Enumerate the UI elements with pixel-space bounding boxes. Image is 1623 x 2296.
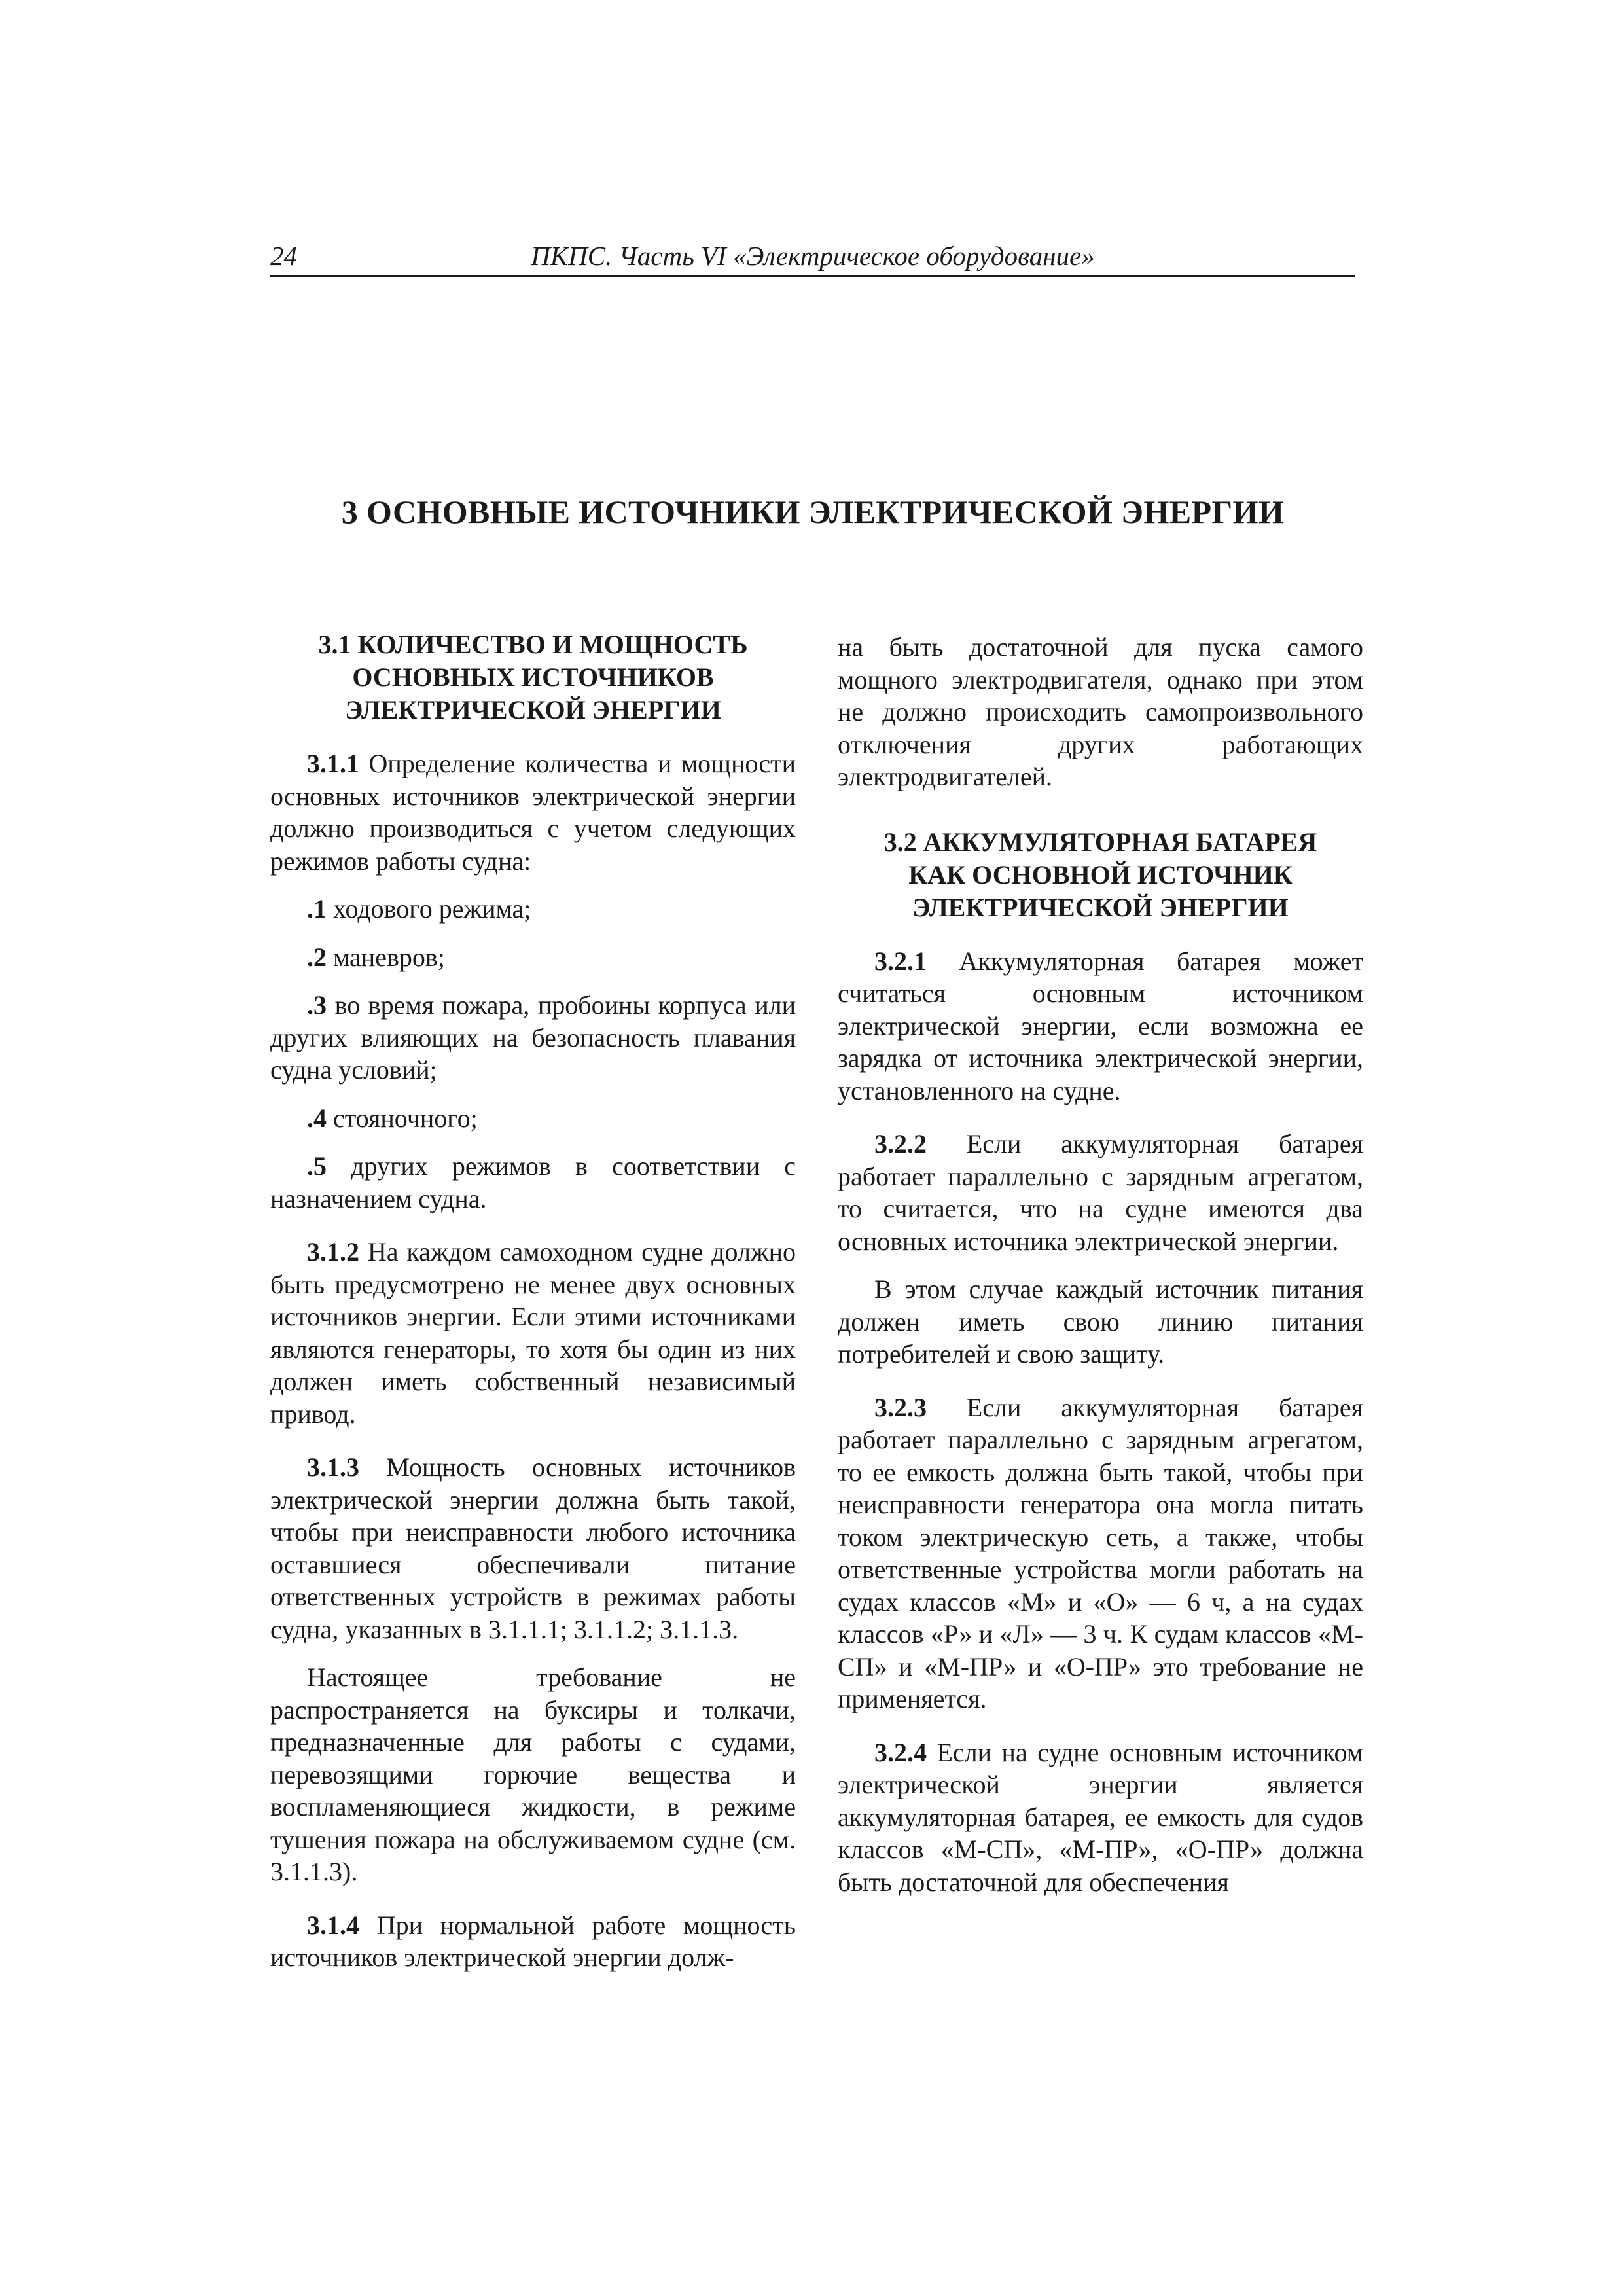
paragraph-3-1-3 — [270, 1451, 796, 1645]
paragraph-3-1-4 — [270, 1909, 796, 1974]
clause-text: На каждом самоходном судне должно быть предусмотрено не менее двух основных источников энергии. Если этими источниками являются генераторы, то хотя бы один из них должен иметь собственный независимый привод. — [270, 1237, 796, 1429]
clause-number: 3.1.1 — [307, 749, 359, 778]
clause-text: Если аккумуляторная батарея работает параллельно с зарядным агрегатом, то ее емкость должна быть такой, чтобы при неисправности генератора она могла питать током электрическую сеть, а также, чтобы ответственные устройства могли работать на судах классов «М» и «О» — 6 ч, а на судах классов «Р» и «Л» — 3 ч. К судам классов «М-СП» и «М-ПР» и «О-ПР» это требование не применяется. — [838, 1392, 1363, 1713]
clause-text: Если на судне основным источником электрической энергии является аккумуляторная батарея, ее емкость для судов классов «М-СП», «М-ПР», «О-ПР» должна быть достаточной для обеспечения — [838, 1737, 1363, 1897]
left-column — [270, 628, 796, 1974]
list-item — [270, 1150, 796, 1215]
clause-number: 3.2.2 — [874, 1129, 927, 1158]
paragraph-3-2-4 — [838, 1736, 1363, 1899]
running-title: ПКПС. Часть VI «Электрическое оборудование» — [531, 241, 1095, 271]
item-number: .2 — [307, 942, 327, 972]
paragraph-3-2-3 — [838, 1391, 1363, 1715]
clause-number: 3.2.1 — [874, 946, 927, 976]
list-item — [270, 893, 796, 925]
section-heading-line: КАК ОСНОВНОЙ ИСТОЧНИК — [908, 859, 1293, 889]
running-header — [270, 237, 1355, 277]
chapter-title: 3 ОСНОВНЫЕ ИСТОЧНИКИ ЭЛЕКТРИЧЕСКОЙ ЭНЕРГИИ — [341, 493, 1285, 530]
section-heading-line: 3.1 КОЛИЧЕСТВО И МОЩНОСТЬ — [318, 630, 748, 659]
clause-text: Определение количества и мощности основных источников электрической энергии должно производиться с учетом следующих режимов работы судна: — [270, 749, 796, 876]
list-item — [270, 941, 796, 974]
right-column — [838, 631, 1363, 1898]
paragraph-3-1-1 — [270, 747, 796, 877]
item-text: ходового режима; — [327, 894, 531, 924]
clause-number: 3.2.3 — [874, 1392, 927, 1422]
clause-number: 3.1.2 — [307, 1237, 359, 1266]
paragraph-3-1-4-continued: на быть достаточной для пуска самого мощного электродвигателя, однако при этом не должно происходить самопроизвольного отключения других работающих электродвигателей. — [838, 632, 1363, 791]
item-number: .1 — [307, 894, 327, 924]
section-heading-line: ОСНОВНЫХ ИСТОЧНИКОВ — [352, 662, 714, 692]
section-heading-3-1 — [270, 628, 796, 726]
item-text: других режимов в соответствии с назначением судна. — [270, 1151, 796, 1213]
page-number: 24 — [270, 241, 297, 271]
item-text: стояночного; — [327, 1103, 478, 1133]
item-number: .5 — [307, 1151, 327, 1181]
clause-number: 3.2.4 — [874, 1737, 927, 1767]
item-number: .4 — [307, 1103, 327, 1133]
clause-text: При нормальной работе мощность источников электрической энергии долж- — [270, 1910, 796, 1972]
section-heading-line: ЭЛЕКТРИЧЕСКОЙ ЭНЕРГИИ — [345, 695, 721, 725]
section-heading-3-2 — [838, 826, 1363, 924]
paragraph-3-2-1 — [838, 945, 1363, 1107]
clause-text: Если аккумуляторная батарея работает параллельно с зарядным агрегатом, то считается, что на судне имеются два основных источника электрической энергии. — [838, 1129, 1363, 1256]
clause-number: 3.1.4 — [307, 1910, 359, 1940]
clause-number: 3.1.3 — [307, 1452, 359, 1482]
paragraph-3-1-3-note: Настоящее требование не распространяется на буксиры и толкачи, предназначенные для работы с судами, перевозящими горючие вещества и воспламеняющиеся жидкости, в режиме тушения пожара на обслуживаемом судне (см. 3.1.1.3). — [270, 1662, 796, 1886]
section-heading-line: 3.2 АККУМУЛЯТОРНАЯ БАТАРЕЯ — [883, 827, 1317, 857]
list-item — [270, 989, 796, 1086]
paragraph-3-2-2 — [838, 1128, 1363, 1257]
item-number: .3 — [307, 990, 327, 1020]
item-text: маневров; — [327, 942, 445, 972]
clause-text: Аккумуляторная батарея может считаться основным источником электрической энергии, если возможна ее зарядка от источника электрической энергии, установленного на судне. — [838, 946, 1363, 1105]
paragraph-3-2-2-note: В этом случае каждый источник питания должен иметь свою линию питания потребителей и свою защиту. — [838, 1274, 1363, 1369]
clause-text: Мощность основных источников электрической энергии должна быть такой, чтобы при неисправности любого источника оставшиеся обеспечивали питание ответственных устройств в режимах работы судна, указанных в 3.1.1.1; 3.1.1.2; 3.1.1.3. — [270, 1452, 796, 1644]
list-item — [270, 1102, 796, 1135]
paragraph-3-1-2 — [270, 1236, 796, 1430]
section-heading-line: ЭЛЕКТРИЧЕСКОЙ ЭНЕРГИИ — [912, 892, 1289, 922]
item-text: во время пожара, пробоины корпуса или других влияющих на безопасность плавания судна условий; — [270, 990, 796, 1085]
